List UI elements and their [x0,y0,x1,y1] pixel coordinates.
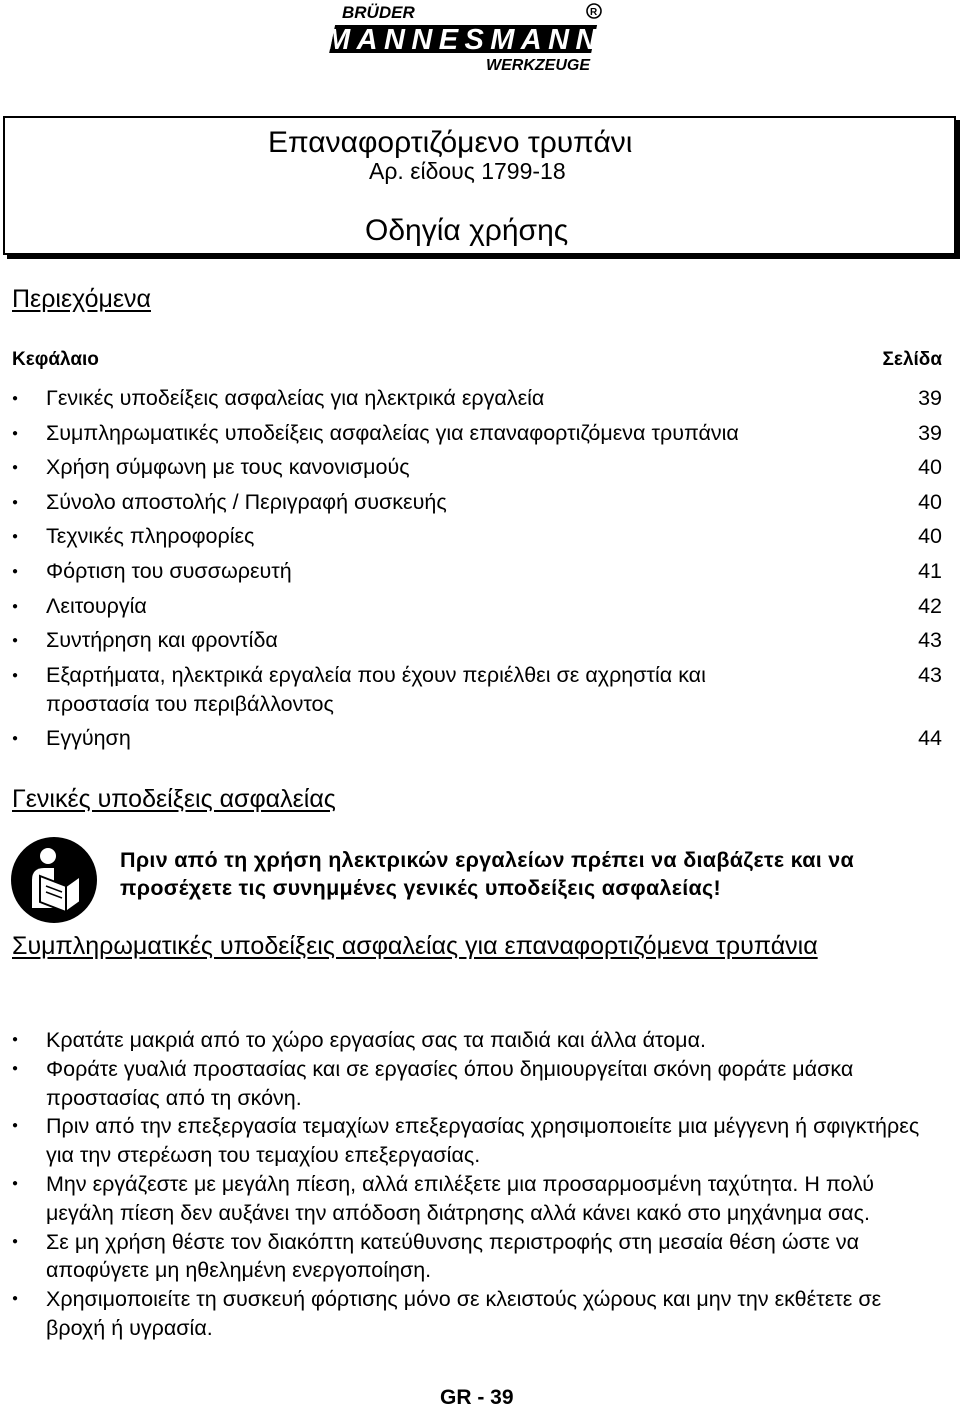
bullet-icon: ● [12,496,19,508]
bullet-icon: ● [12,427,19,439]
list-item [12,1055,942,1113]
supplementary-safety-list [12,1026,942,1343]
bullet-icon: ● [12,733,19,745]
safety-notice: Πριν από τη χρήση ηλεκτρικών εργαλείων πρέπει να διαβάζετε και να προσέχετε τις συνημμένες γενικές υποδείξεις ασφαλείας! [120,848,855,900]
toc-item-label: Χρήση σύμφωνη με τους κανονισμούς [46,455,410,480]
rule-text: Μην εργάζεστε με μεγάλη πίεση, αλλά επιλέξετε μια προσαρμοσμένη ταχύτητα. Η πολύ μεγάλη πίεση δεν αυξάνει την απόδοση διάτρησης αλλά κάνει κακό στο μηχάνημα σας. [46,1171,874,1225]
toc-item-label: Φόρτιση του συσσωρευτή [46,558,292,583]
toc-item-page: 39 [918,386,942,410]
toc-item-label: Εξαρτήματα, ηλεκτρικά εργαλεία που έχουν περιέλθει σε αχρηστία και προστασία του περιβάλλοντος [46,662,706,716]
list-item [12,1112,942,1170]
bullet-icon: ● [12,565,19,577]
article-number: Αρ. είδους 1799-18 [369,158,566,184]
list-item [12,1228,942,1286]
toc-item-page: 41 [918,558,942,583]
toc-item-page: 39 [918,420,942,445]
logo-main-text: MANNESMANN [326,24,596,56]
toc-item-label: Σύνολο αποστολής / Περιγραφή συσκευής [46,489,447,514]
rule-text: Πριν από την επεξεργασία τεμαχίων επεξεργασίας χρησιμοποιείτε μια μέγγενη ή σφιγκτήρες για την στερέωση του τεμαχίου επεξεργασίας. [46,1114,920,1168]
bullet-icon: ● [12,1034,19,1045]
toc-item[interactable] [12,488,942,517]
read-manual-icon [10,836,98,924]
toc-item-label: Συμπληρωματικές υποδείξεις ασφαλείας για επαναφορτιζόμενα τρυπάνια [46,420,739,445]
bullet-icon: ● [12,669,19,681]
toc-item-page: 44 [918,726,942,751]
toc-item-page: 40 [918,524,942,549]
page-number: GR - 39 [440,1386,514,1409]
toc-item[interactable] [12,724,942,753]
rule-text: Κρατάτε μακριά από το χώρο εργασίας σας τα παιδιά και άλλα άτομα. [46,1028,706,1052]
bullet-icon: ● [12,1235,19,1247]
rule-text: Σε μη χρήση θέστε τον διακόπτη κατεύθυνσης περιστροφής στη μεσαία θέση ώστε να αποφύγετε μη ηθελημένη ενεργοποίηση. [46,1229,860,1283]
toc-item-label: Συντήρηση και φροντίδα [46,628,278,653]
toc-item[interactable] [12,419,942,448]
logo-bottom-text: WERKZEUGE [486,57,590,74]
toc-item-label: Εγγύηση [46,726,131,751]
svg-text:R: R [590,7,598,18]
toc-item-label: Τεχνικές πληροφορίες [46,524,255,549]
general-safety-heading: Γενικές υποδείξεις ασφαλείας [12,785,336,813]
table-of-contents [12,384,942,759]
bullet-icon: ● [12,1177,19,1189]
brand-logo [318,2,614,74]
bullet-icon: ● [12,462,19,474]
bullet-icon: ● [12,531,19,543]
toc-column-chapter: Κεφάλαιο [12,349,99,370]
document-title: Επαναφορτιζόμενο τρυπάνι [268,126,633,159]
toc-item-label: Λειτουργία [46,593,147,618]
toc-item-page: 42 [918,593,942,618]
bullet-icon: ● [12,635,19,647]
toc-item[interactable] [12,592,942,621]
supplementary-safety-heading: Συμπληρωματικές υποδείξεις ασφαλείας για επαναφορτιζόμενα τρυπάνια [12,932,818,960]
list-item [12,1285,942,1343]
bullet-icon: ● [12,1293,19,1305]
rule-text: Χρησιμοποιείτε τη συσκευή φόρτισης μόνο σε κλειστούς χώρους και μην την εκθέτετε σε βροχή ή υγρασία. [46,1287,882,1340]
rule-text: Φοράτε γυαλιά προστασίας και σε εργασίες όπου δημιουργείται σκόνη φοράτε μάσκα προστασίας από τη σκόνη. [46,1056,854,1110]
toc-item-page: 43 [918,628,942,653]
toc-item[interactable] [12,453,942,482]
bullet-icon: ● [12,393,19,404]
toc-item-page: 40 [918,455,942,480]
toc-item[interactable] [12,522,942,551]
logo-top-text: BRÜDER [342,3,415,22]
bullet-icon: ● [12,1062,19,1074]
toc-item-page: 40 [918,489,942,514]
toc-item[interactable] [12,557,942,586]
toc-item[interactable] [12,626,942,655]
title-box [3,116,956,255]
toc-item[interactable] [12,384,942,413]
document-subtitle: Οδηγία χρήσης [365,214,569,247]
toc-item-page: 43 [918,662,942,687]
list-item [12,1026,942,1055]
toc-item-label: Γενικές υποδείξεις ασφαλείας για ηλεκτρικά εργαλεία [46,386,545,410]
toc-column-page: Σελίδα [882,349,942,370]
contents-heading: Περιεχόμενα [12,285,151,313]
bullet-icon: ● [12,600,19,612]
toc-item[interactable] [12,661,942,719]
list-item [12,1170,942,1228]
bullet-icon: ● [12,1120,19,1132]
